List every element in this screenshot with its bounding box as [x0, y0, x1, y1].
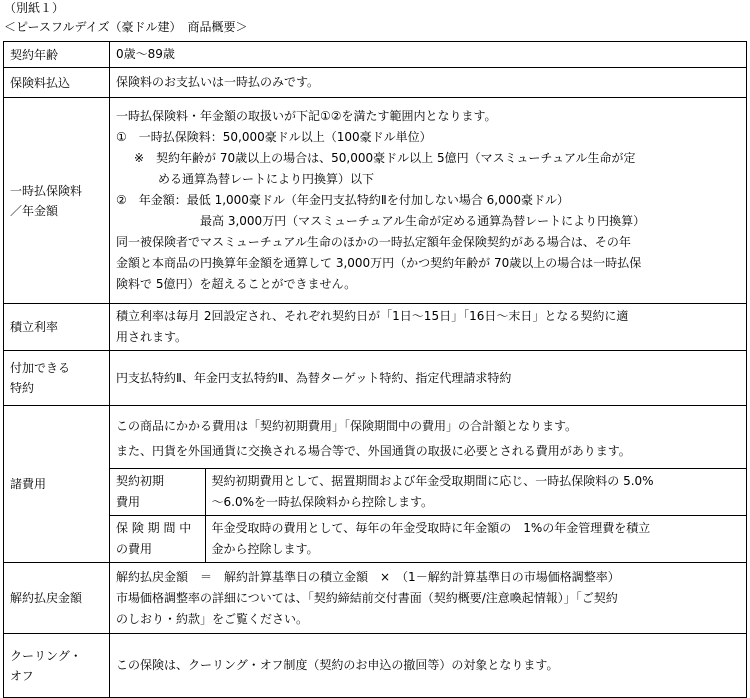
label-line: の費用 — [116, 542, 153, 556]
row-riders — [4, 351, 747, 406]
value-riders: 円支払特約Ⅱ、年金円支払特約Ⅱ、為替ターゲット特約、指定代理請求特約 — [110, 351, 747, 406]
row-lump-sum-premium — [4, 98, 747, 304]
text-line: める通算為替レートにより円換算）以下 — [158, 172, 375, 186]
value-ongoing-fee — [205, 516, 746, 563]
text-line: ～6.0%を一時払保険料から控除します。 — [211, 495, 434, 509]
text-line: 金額と本商品の円換算年金額を通算して 3,000万円（かつ契約年齢が 70歳以上の場合は一時払保 — [116, 256, 642, 270]
value-fees — [110, 406, 747, 563]
value-cooling-off: この保険は、クーリング・オフ制度（契約のお申込の撤回等）の対象となります。 — [110, 634, 747, 698]
row-initial-fee — [110, 469, 746, 516]
value-accumulation-rate — [110, 304, 747, 351]
label-line: 付加できる — [10, 361, 71, 375]
value-initial-fee — [205, 469, 746, 516]
text-line: 用されます。 — [116, 330, 188, 344]
text-line: 年金受取時の費用として、毎年の年金受取時に年金額の 1%の年金管理費を積立 — [211, 521, 651, 535]
value-surrender-value — [110, 563, 747, 634]
text-line: 金から控除します。 — [211, 542, 319, 556]
label-initial-fee — [110, 469, 205, 516]
label-line: 契約初期 — [116, 474, 165, 488]
text-line: ② 年金額：最低 1,000豪ドル（年金円支払特約Ⅱを付加しない場合 6,000豪ドル） — [116, 193, 570, 207]
label-line: 費用 — [116, 495, 141, 509]
attachment-label: （別紙１） — [4, 1, 65, 15]
label-cooling-off — [4, 634, 110, 698]
value-premium-payment: 保険料のお支払いは一時払のみです。 — [110, 68, 747, 98]
label-line: ／年金額 — [10, 203, 59, 218]
label-line: 一時払保険料 — [10, 183, 83, 198]
text-line: ※ 契約年齢が 70歳以上の場合は、50,000豪ドル以上 5億円（マスミューチュアル生命が定 — [134, 151, 636, 165]
row-fees — [4, 406, 747, 563]
row-accumulation-rate — [4, 304, 747, 351]
label-line: 特約 — [10, 381, 35, 395]
product-summary-table — [3, 41, 747, 698]
label-line: オフ — [10, 668, 34, 683]
label-contract-age: 契約年齢 — [4, 42, 110, 68]
label-accumulation-rate: 積立利率 — [4, 304, 110, 351]
text-line: のしおり・約款」をご覧ください。 — [116, 611, 309, 626]
text-line: 最高 3,000万円（マスミューチュアル生命が定める通算為替レートにより円換算） — [200, 214, 646, 228]
label-line: クーリング・ — [10, 648, 82, 663]
value-lump-sum-premium — [110, 98, 747, 304]
text-line: 一時払保険料・年金額の取扱いが下記①②を満たす範囲内となります。 — [116, 109, 497, 123]
document-title: ＜ピースフルデイズ（豪ドル建） 商品概要＞ — [4, 20, 248, 34]
row-ongoing-fee — [110, 516, 746, 563]
row-contract-age — [4, 42, 747, 68]
label-lump-sum-premium — [4, 98, 110, 304]
text-line: この商品にかかる費用は「契約初期費用」「保険期間中の費用」の合計額となります。 — [116, 419, 578, 433]
label-surrender-value: 解約払戻金額 — [4, 563, 110, 634]
label-ongoing-fee — [110, 516, 205, 563]
text-line: 市場価格調整率の詳細については、「契約締結前交付書面（契約概要/注意喚起情報）」「ご契約 — [116, 590, 618, 605]
label-riders — [4, 351, 110, 406]
label-line: 保 険 期 間 中 — [116, 521, 192, 535]
row-surrender-value — [4, 563, 747, 634]
value-contract-age: 0歳～89歳 — [110, 42, 747, 68]
fees-breakdown-table — [110, 468, 746, 562]
text-line: ① 一時払保険料：50,000豪ドル以上（100豪ドル単位） — [116, 130, 432, 144]
row-premium-payment — [4, 68, 747, 98]
text-line: 契約初期費用として、据置期間および年金受取期間に応じ、一時払保険料の 5.0% — [211, 474, 654, 488]
text-line: 同一被保険者でマスミューチュアル生命のほかの一時払定額年金保険契約がある場合は、その年 — [116, 235, 631, 249]
label-premium-payment: 保険料払込 — [4, 68, 110, 98]
text-line: 積立利率は毎月 2回設定され、それぞれ契約日が「1日～15日」「16日～末日」となる契約に適 — [116, 309, 629, 323]
text-line: 険料で 5億円）を超えることができません。 — [116, 277, 357, 291]
text-line: 解約払戻金額 ＝ 解約計算基準日の積立金額 × （1－解約計算基準日の市場価格調整率） — [116, 569, 620, 584]
label-fees: 諸費用 — [4, 406, 110, 563]
text-line: また、円貨を外国通貨に交換される場合等で、外国通貨の取扱に必要とされる費用があります。 — [116, 444, 631, 458]
row-cooling-off — [4, 634, 747, 698]
